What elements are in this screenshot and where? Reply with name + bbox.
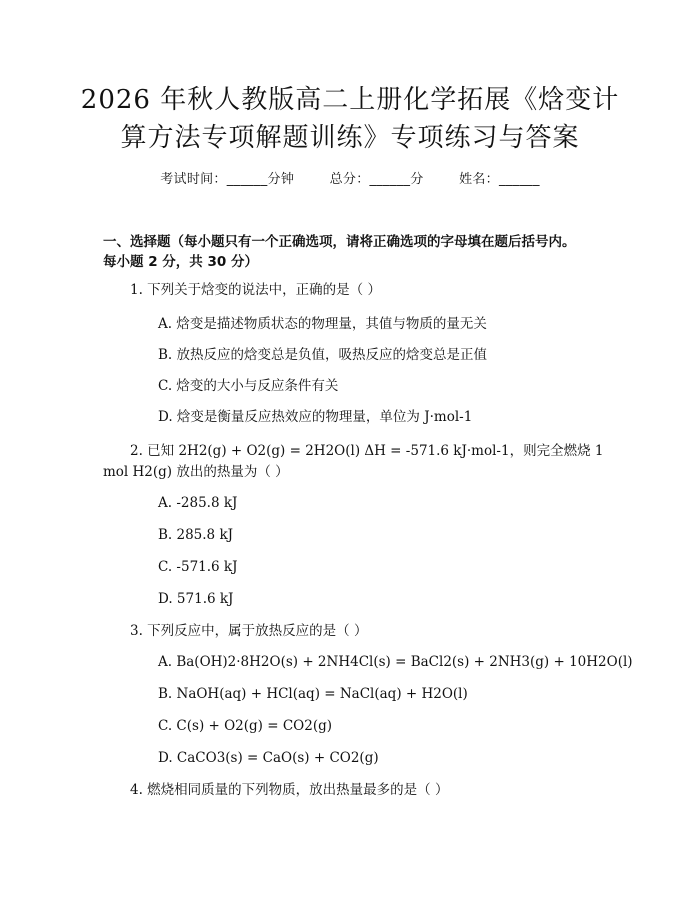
- total-score-field: 总分：______分: [329, 172, 424, 187]
- question-2-option-d: D. 571.6 kJ: [158, 591, 234, 607]
- question-2-option-a: A. -285.8 kJ: [158, 495, 238, 511]
- question-4-stem: 4. 燃烧相同质量的下列物质，放出热量最多的是（ ）: [130, 782, 449, 798]
- title-line-2: 算方法专项解题训练》专项练习与答案: [120, 123, 580, 153]
- section-heading-line-2: 每小题 2 分，共 30 分）: [103, 254, 258, 270]
- exam-info-row: [0, 168, 700, 187]
- title-line-1: 2026 年秋人教版高二上册化学拓展《焓变计: [80, 85, 620, 115]
- question-1-option-d: D. 焓变是衡量反应热效应的物理量，单位为 J·mol-1: [158, 409, 473, 425]
- section-heading-line-1: 一、选择题（每小题只有一个正确选项，请将正确选项的字母填在题后括号内。: [103, 234, 576, 250]
- question-3-option-b: B. NaOH(aq) + HCl(aq) = NaCl(aq) + H2O(l): [158, 686, 468, 702]
- question-2-stem-line-2: mol H2(g) 放出的热量为（ ）: [103, 464, 289, 480]
- question-1-option-a: A. 焓变是描述物质状态的物理量，其值与物质的量无关: [158, 316, 487, 332]
- question-3-option-a: A. Ba(OH)2·8H2O(s) + 2NH4Cl(s) = BaCl2(s) + 2NH3(g) + 10H2O(l): [158, 654, 633, 670]
- question-1-option-b: B. 放热反应的焓变总是负值，吸热反应的焓变总是正值: [158, 347, 488, 363]
- question-3-stem: 3. 下列反应中，属于放热反应的是（ ）: [130, 623, 368, 639]
- question-2-option-b: B. 285.8 kJ: [158, 527, 234, 543]
- question-1-option-c: C. 焓变的大小与反应条件有关: [158, 378, 339, 394]
- question-3-option-c: C. C(s) + O2(g) = CO2(g): [158, 718, 333, 734]
- exam-time-field: 考试时间：______分钟: [160, 172, 295, 187]
- question-3-option-d: D. CaCO3(s) = CaO(s) + CO2(g): [158, 750, 379, 766]
- question-1-stem: 1. 下列关于焓变的说法中，正确的是（ ）: [130, 282, 381, 298]
- student-name-field: 姓名：______: [459, 172, 540, 187]
- question-2-stem-line-1: 2. 已知 2H2(g) + O2(g) = 2H2O(l) ΔH = -571.6 kJ·mol-1，则完全燃烧 1: [130, 443, 604, 459]
- question-2-option-c: C. -571.6 kJ: [158, 559, 238, 575]
